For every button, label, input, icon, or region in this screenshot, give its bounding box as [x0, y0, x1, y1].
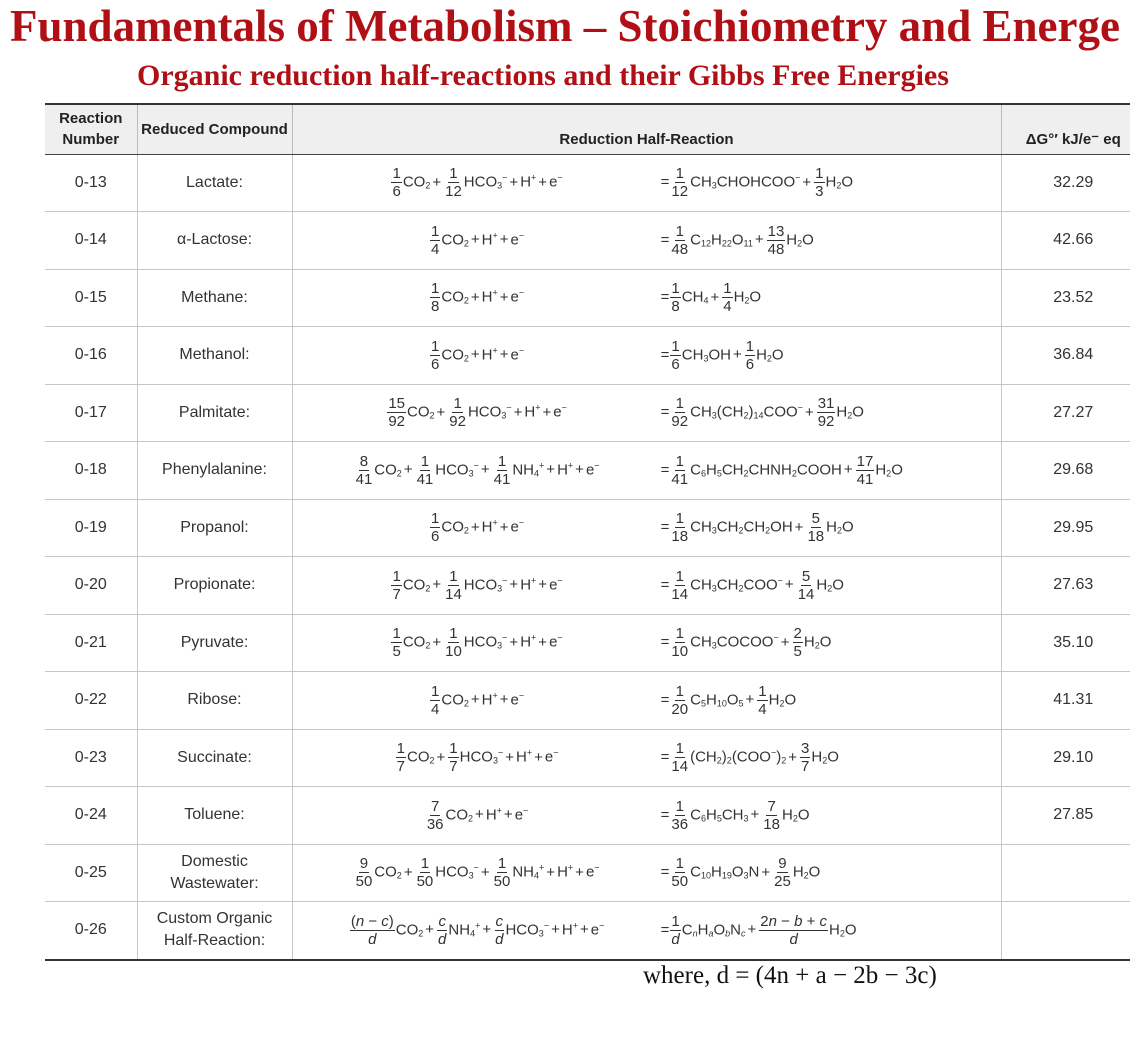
table-row — [45, 212, 1130, 270]
reduced-compound: Ribose: — [137, 672, 292, 730]
reduced-compound: Propionate: — [137, 557, 292, 615]
delta-g-value: 27.27 — [1001, 384, 1130, 442]
delta-g-value: 42.66 — [1001, 212, 1130, 270]
half-reaction-equation: $\frac{7}{36}$ $CO_2 + H^+ + e^-$ = $\frac{1}{36}$ $C_6H_5CH_3$ + $\frac{7}{18}$ $H_2O$ — [292, 787, 1001, 845]
reduced-compound: Palmitate: — [137, 384, 292, 442]
reduced-compound: Toluene: — [137, 787, 292, 845]
table-row — [45, 557, 1130, 615]
delta-g-value: 23.52 — [1001, 269, 1130, 327]
half-reaction-equation: $\frac{(n - c)}{d}$ $CO_2$ + $\frac{c}{d}$ $NH_4^+$ + $\frac{c}{d}$ $HCO_3^- + H^+ + e^-$ = $\frac{1}{d}$ $C_nH_aO_bN_c$ + $\frac{2n - b + c}{d}$ $H_2O$ — [292, 902, 1001, 960]
reduced-compound: Pyruvate: — [137, 614, 292, 672]
half-reaction-equation: $\frac{9}{50}$ $CO_2$ + $\frac{1}{50}$ $HCO_3^-$ + $\frac{1}{50}$ $NH_4^+ + H^+ + e^-$ = $\frac{1}{50}$ $C_{10}H_{19}O_3N$ + $\frac{9}{25}$ $H_2O$ — [292, 844, 1001, 902]
reduced-compound: Methanol: — [137, 327, 292, 385]
reaction-number: 0-20 — [45, 557, 137, 615]
reduced-compound: Lactate: — [137, 154, 292, 212]
page-subtitle: Organic reduction half-reactions and their Gibbs Free Energies — [137, 59, 949, 92]
table-row — [45, 614, 1130, 672]
table-row — [45, 729, 1130, 787]
reaction-number: 0-23 — [45, 729, 137, 787]
half-reaction-equation: $\frac{1}{4}$ $CO_2 + H^+ + e^-$ = $\frac{1}{20}$ $C_5H_{10}O_5$ + $\frac{1}{4}$ $H_2O$ — [292, 672, 1001, 730]
header-reaction-number: Reaction Number — [45, 104, 137, 154]
half-reaction-equation: $\frac{1}{4}$ $CO_2 + H^+ + e^-$ = $\frac{1}{48}$ $C_{12}H_{22}O_{11}$ + $\frac{13}{48}$ $H_2O$ — [292, 212, 1001, 270]
reduced-compound: Domestic Wastewater: — [137, 844, 292, 902]
table-row — [45, 499, 1130, 557]
reaction-number: 0-15 — [45, 269, 137, 327]
reaction-number: 0-21 — [45, 614, 137, 672]
delta-g-value: 27.85 — [1001, 787, 1130, 845]
half-reaction-table — [45, 103, 1130, 961]
reaction-number: 0-26 — [74, 921, 107, 939]
reduced-compound: Phenylalanine: — [137, 442, 292, 500]
reduced-compound: Succinate: — [137, 729, 292, 787]
reduced-compound: Propanol: — [137, 499, 292, 557]
reaction-number: 0-22 — [45, 672, 137, 730]
header-delta-g: ΔG°′ kJ/e⁻ eq — [1001, 104, 1130, 154]
reaction-number: 0-17 — [45, 384, 137, 442]
delta-g-value: 29.68 — [1001, 442, 1130, 500]
half-reaction-equation: $\frac{1}{5}$ $CO_2$ + $\frac{1}{10}$ $HCO_3^- + H^+ + e^-$ = $\frac{1}{10}$ $CH_3COCOO^-$ + $\frac{2}{5}$ $H_2O$ — [292, 614, 1001, 672]
table-row — [45, 154, 1130, 212]
table-row — [45, 787, 1130, 845]
half-reaction-equation: $\frac{15}{92}$ $CO_2$ + $\frac{1}{92}$ $HCO_3^- + H^+ + e^-$ = $\frac{1}{92}$ $CH_3(CH_2)_{14}COO^-$ + $\frac{31}{92}$ $H_2O$ — [292, 384, 1001, 442]
delta-g-value: 36.84 — [1001, 327, 1130, 385]
reduced-compound: Methane: — [137, 269, 292, 327]
table-row — [45, 442, 1130, 500]
table-row — [45, 844, 1130, 902]
reaction-number: 0-24 — [45, 787, 137, 845]
delta-g-value — [1001, 844, 1130, 902]
footnote-d-definition: where, d = (4n + a − 2b − 3c) — [643, 962, 937, 989]
table-row — [45, 384, 1130, 442]
half-reaction-equation: $\frac{1}{6}$ $CO_2 + H^+ + e^-$ = $\frac{1}{18}$ $CH_3CH_2CH_2OH$ + $\frac{5}{18}$ $H_2O$ — [292, 499, 1001, 557]
table-row — [45, 327, 1130, 385]
delta-g-value: 27.63 — [1001, 557, 1130, 615]
reduced-compound: α-Lactose: — [137, 212, 292, 270]
delta-g-value: 29.95 — [1001, 499, 1130, 557]
header-reduction-half-reaction: Reduction Half-Reaction — [292, 104, 1001, 154]
delta-g-value — [1001, 902, 1130, 960]
half-reaction-equation: $\frac{8}{41}$ $CO_2$ + $\frac{1}{41}$ $HCO_3^-$ + $\frac{1}{41}$ $NH_4^+ + H^+ + e^-$ = $\frac{1}{41}$ $C_6H_5CH_2CHNH_2COOH$ + $\frac{17}{41}$ $H_2O$ — [292, 442, 1001, 500]
reaction-number: 0-14 — [45, 212, 137, 270]
page-title: Fundamentals of Metabolism – Stoichiometry and Energe — [10, 1, 1120, 51]
delta-g-value: 29.10 — [1001, 729, 1130, 787]
reaction-number: 0-19 — [45, 499, 137, 557]
table-row — [45, 672, 1130, 730]
header-reduced-compound: Reduced Compound — [137, 104, 292, 154]
delta-g-value: 41.31 — [1001, 672, 1130, 730]
delta-g-value: 32.29 — [1001, 154, 1130, 212]
table-row — [45, 902, 1130, 960]
half-reaction-equation: $\frac{1}{6}$ $CO_2 + H^+ + e^-$ = $\frac{1}{6}$ $CH_3OH$ + $\frac{1}{6}$ $H_2O$ — [292, 327, 1001, 385]
table-row — [45, 269, 1130, 327]
reaction-number: 0-25 — [45, 844, 137, 902]
half-reaction-equation: $\frac{1}{6}$ $CO_2$ + $\frac{1}{12}$ $HCO_3^- + H^+ + e^-$ = $\frac{1}{12}$ $CH_3CHOHCOO^-$ + $\frac{1}{3}$ $H_2O$ — [292, 154, 1001, 212]
half-reaction-equation: $\frac{1}{8}$ $CO_2 + H^+ + e^-$ = $\frac{1}{8}$ $CH_4$ + $\frac{1}{4}$ $H_2O$ — [292, 269, 1001, 327]
reaction-number: 0-18 — [45, 442, 137, 500]
reaction-number: 0-16 — [45, 327, 137, 385]
delta-g-value: 35.10 — [1001, 614, 1130, 672]
reduced-compound: Custom Organic Half-Reaction: — [137, 902, 292, 960]
reaction-number: 0-13 — [45, 154, 137, 212]
half-reaction-equation: $\frac{1}{7}$ $CO_2$ + $\frac{1}{14}$ $HCO_3^- + H^+ + e^-$ = $\frac{1}{14}$ $CH_3CH_2COO^-$ + $\frac{5}{14}$ $H_2O$ — [292, 557, 1001, 615]
half-reaction-equation: $\frac{1}{7}$ $CO_2$ + $\frac{1}{7}$ $HCO_3^- + H^+ + e^-$ = $\frac{1}{14}$ $(CH_2)_2(COO^-)_2$ + $\frac{3}{7}$ $H_2O$ — [292, 729, 1001, 787]
